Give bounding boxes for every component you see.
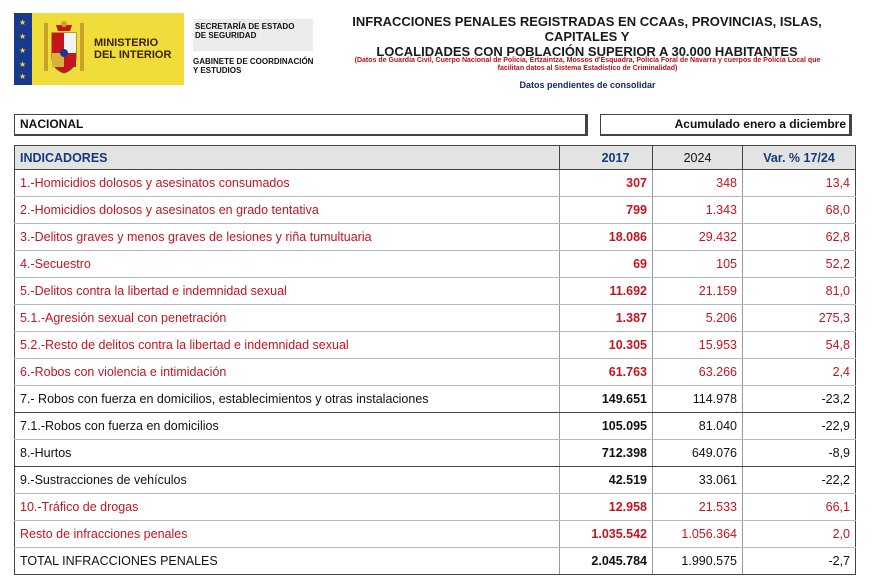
value-2017-cell: 712.398 — [560, 440, 653, 467]
indicator-cell: 5.1.-Agresión sexual con penetración — [15, 305, 560, 332]
report-title-line-2: LOCALIDADES CON POBLACIÓN SUPERIOR A 30.000 HABITANTES — [376, 44, 798, 59]
table-row — [15, 521, 856, 548]
value-2017-cell: 2.045.784 — [560, 548, 653, 575]
column-header-indicator: INDICADORES — [15, 146, 560, 170]
table-row — [15, 305, 856, 332]
value-2017-cell: 105.095 — [560, 413, 653, 440]
value-2024-cell: 5.206 — [653, 305, 743, 332]
indicator-cell: 6.-Robos con violencia e intimidación — [15, 359, 560, 386]
gabinete-line-1: GABINETE DE COORDINACIÓN — [193, 57, 314, 66]
indicator-cell: 7.1.-Robos con fuerza en domicilios — [15, 413, 560, 440]
period-label: Acumulado enero a diciembre — [600, 114, 852, 136]
variation-cell: 2,0 — [743, 521, 856, 548]
table-body — [15, 170, 856, 575]
secretaria-line-1: SECRETARÍA DE ESTADO — [195, 22, 295, 31]
indicator-cell: 2.-Homicidios dolosos y asesinatos en grado tentativa — [15, 197, 560, 224]
ministry-line-2: DEL INTERIOR — [94, 49, 172, 61]
column-header-2017: 2017 — [560, 146, 653, 170]
column-header-variation: Var. % 17/24 — [743, 146, 856, 170]
value-2024-cell: 348 — [653, 170, 743, 197]
value-2024-cell: 29.432 — [653, 224, 743, 251]
value-2024-cell: 63.266 — [653, 359, 743, 386]
variation-cell: 62,8 — [743, 224, 856, 251]
value-2017-cell: 1.035.542 — [560, 521, 653, 548]
value-2017-cell: 307 — [560, 170, 653, 197]
table-row — [15, 197, 856, 224]
gabinete-label — [193, 57, 313, 75]
indicator-cell: 1.-Homicidios dolosos y asesinatos consumados — [15, 170, 560, 197]
table-row — [15, 251, 856, 278]
value-2024-cell: 81.040 — [653, 413, 743, 440]
indicator-cell: 7.- Robos con fuerza en domicilios, establecimientos y otras instalaciones — [15, 386, 560, 413]
value-2017-cell: 149.651 — [560, 386, 653, 413]
eu-flag-stripe: ★ ★ ★ ★ ★ — [14, 13, 32, 85]
value-2024-cell: 105 — [653, 251, 743, 278]
table-row — [15, 332, 856, 359]
report-title — [322, 14, 852, 59]
indicator-cell: 4.-Secuestro — [15, 251, 560, 278]
variation-cell: -2,7 — [743, 548, 856, 575]
gabinete-line-2: Y ESTUDIOS — [193, 66, 242, 75]
variation-cell: 66,1 — [743, 494, 856, 521]
value-2017-cell: 61.763 — [560, 359, 653, 386]
variation-cell: 52,2 — [743, 251, 856, 278]
variation-cell: -8,9 — [743, 440, 856, 467]
secretaria-label — [193, 19, 313, 51]
coat-of-arms-icon — [38, 17, 90, 81]
value-2024-cell: 15.953 — [653, 332, 743, 359]
scope-label: NACIONAL — [14, 114, 588, 136]
variation-cell: 54,8 — [743, 332, 856, 359]
indicator-cell: 5.2.-Resto de delitos contra la libertad e indemnidad sexual — [15, 332, 560, 359]
value-2024-cell: 649.076 — [653, 440, 743, 467]
value-2017-cell: 799 — [560, 197, 653, 224]
table-row — [15, 413, 856, 440]
value-2024-cell: 1.990.575 — [653, 548, 743, 575]
table-row — [15, 494, 856, 521]
secretaria-line-2: DE SEGURIDAD — [195, 31, 257, 40]
indicator-cell: TOTAL INFRACCIONES PENALES — [15, 548, 560, 575]
variation-cell: 275,3 — [743, 305, 856, 332]
report-title-line-1: INFRACCIONES PENALES REGISTRADAS EN CCAAs, PROVINCIAS, ISLAS, CAPITALES Y — [352, 14, 822, 44]
value-2017-cell: 12.958 — [560, 494, 653, 521]
value-2024-cell: 114.978 — [653, 386, 743, 413]
value-2024-cell: 21.159 — [653, 278, 743, 305]
indicator-cell: 8.-Hurtos — [15, 440, 560, 467]
report-sources — [330, 57, 845, 73]
indicator-cell: 9.-Sustracciones de vehículos — [15, 467, 560, 494]
value-2024-cell: 33.061 — [653, 467, 743, 494]
indicator-cell: Resto de infracciones penales — [15, 521, 560, 548]
table-header-row — [15, 146, 856, 170]
variation-cell: 2,4 — [743, 359, 856, 386]
variation-cell: -22,2 — [743, 467, 856, 494]
value-2017-cell: 69 — [560, 251, 653, 278]
variation-cell: 68,0 — [743, 197, 856, 224]
report-sources-line-1: (Datos de Guardia Civil, Cuerpo Nacional de Policía, Ertzaintza, Mossos d'Esquadra, Policía Foral de Navarra y cuerpos de Policía Local que — [354, 57, 821, 64]
variation-cell: -22,9 — [743, 413, 856, 440]
crime-statistics-table — [14, 145, 856, 575]
value-2017-cell: 18.086 — [560, 224, 653, 251]
value-2024-cell: 1.343 — [653, 197, 743, 224]
value-2017-cell: 10.305 — [560, 332, 653, 359]
table-row — [15, 278, 856, 305]
column-header-2024: 2024 — [653, 146, 743, 170]
ministry-line-1: MINISTERIO — [94, 37, 159, 49]
value-2017-cell: 11.692 — [560, 278, 653, 305]
table-row — [15, 548, 856, 575]
indicator-cell: 3.-Delitos graves y menos graves de lesiones y riña tumultuaria — [15, 224, 560, 251]
table-row — [15, 467, 856, 494]
table-row — [15, 386, 856, 413]
indicator-cell: 10.-Tráfico de drogas — [15, 494, 560, 521]
ministry-logo — [14, 13, 184, 85]
variation-cell: -23,2 — [743, 386, 856, 413]
indicator-cell: 5.-Delitos contra la libertad e indemnidad sexual — [15, 278, 560, 305]
table-row — [15, 224, 856, 251]
table-row — [15, 440, 856, 467]
value-2024-cell: 1.056.364 — [653, 521, 743, 548]
pending-note: Datos pendientes de consolidar — [519, 80, 656, 90]
value-2017-cell: 42.519 — [560, 467, 653, 494]
ministry-name — [94, 37, 171, 61]
value-2017-cell: 1.387 — [560, 305, 653, 332]
table-row — [15, 170, 856, 197]
value-2024-cell: 21.533 — [653, 494, 743, 521]
variation-cell: 81,0 — [743, 278, 856, 305]
table-row — [15, 359, 856, 386]
report-sources-line-2: facilitan datos al Sistema Estadístico de Criminalidad) — [497, 65, 678, 72]
variation-cell: 13,4 — [743, 170, 856, 197]
